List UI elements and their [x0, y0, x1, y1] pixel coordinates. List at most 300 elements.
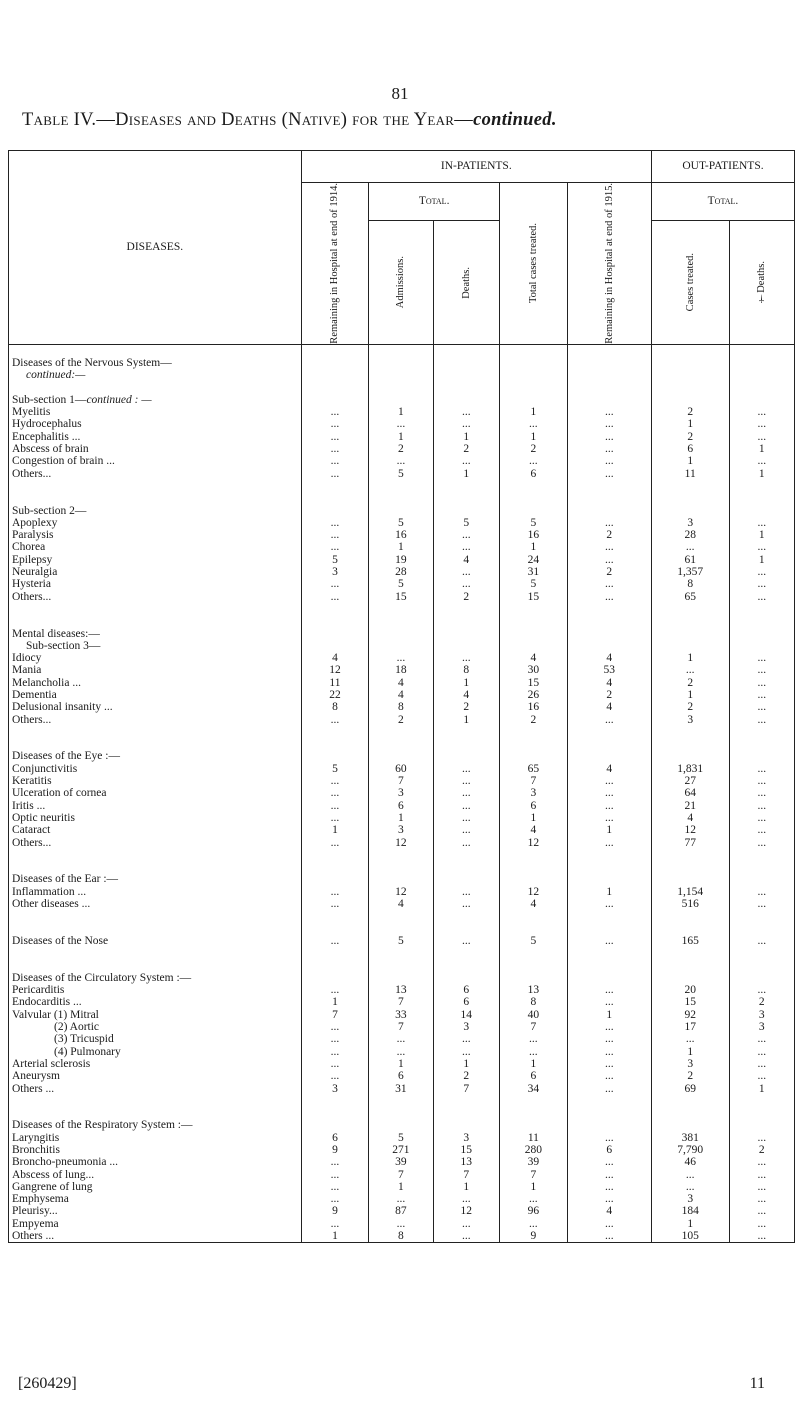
table-row [9, 455, 795, 467]
disease-name: Ulceration of cornea [12, 787, 107, 800]
value-cell [567, 1107, 651, 1119]
value-cell: 184 [651, 1205, 729, 1217]
value-cell: 30 [500, 664, 568, 676]
value-cell: 1 [567, 886, 651, 898]
value-cell [433, 947, 500, 959]
value-cell [729, 357, 794, 369]
value-cell [567, 394, 651, 406]
value-cell: 2 [567, 529, 651, 541]
value-cell: ... [433, 406, 500, 418]
table-row [9, 1193, 795, 1205]
disease-label [9, 923, 302, 935]
disease-label [9, 1132, 302, 1144]
value-cell: 3 [500, 787, 568, 799]
value-cell: 7,790 [651, 1144, 729, 1156]
value-cell: 7 [369, 1169, 433, 1181]
value-cell: 4 [433, 554, 500, 566]
value-cell: ... [567, 837, 651, 849]
disease-label [9, 1119, 302, 1131]
value-cell [729, 861, 794, 873]
disease-label [9, 972, 302, 984]
value-cell: 13 [500, 984, 568, 996]
disease-name: Diseases of the Respiratory System :— [12, 1119, 193, 1132]
disease-name: Abscess of lung... [12, 1168, 95, 1181]
value-cell: 7 [369, 775, 433, 787]
value-cell [729, 1119, 794, 1131]
value-cell: 69 [651, 1083, 729, 1095]
value-cell: ... [729, 431, 794, 443]
value-cell [651, 357, 729, 369]
disease-label [9, 873, 302, 885]
table-row [9, 1058, 795, 1070]
value-cell: 9 [301, 1144, 369, 1156]
value-cell: 16 [500, 701, 568, 713]
disease-label [9, 1095, 302, 1107]
value-cell: ... [500, 455, 568, 467]
value-cell: 3 [301, 1083, 369, 1095]
value-cell: ... [729, 898, 794, 910]
value-cell: ... [433, 787, 500, 799]
value-cell [301, 640, 369, 652]
value-cell: 53 [567, 664, 651, 676]
value-cell: 2 [651, 406, 729, 418]
value-cell [433, 923, 500, 935]
value-cell [301, 480, 369, 492]
value-cell: ... [433, 898, 500, 910]
value-cell: ... [567, 591, 651, 603]
value-cell: 4 [567, 701, 651, 713]
value-cell: 2 [369, 443, 433, 455]
disease-label [9, 1107, 302, 1119]
value-cell [651, 960, 729, 972]
disease-name: Diseases of the Ear :— [12, 873, 119, 886]
value-cell: 39 [369, 1156, 433, 1168]
value-cell: 18 [369, 664, 433, 676]
disease-label [9, 468, 302, 480]
table-row [9, 406, 795, 418]
table-row [9, 701, 795, 713]
value-cell [651, 492, 729, 504]
value-cell: 2 [500, 714, 568, 726]
value-cell: 12 [369, 886, 433, 898]
section-heading-row [9, 369, 795, 381]
value-cell: ... [567, 1169, 651, 1181]
value-cell [369, 750, 433, 762]
value-cell: ... [301, 455, 369, 467]
value-cell: 1 [433, 431, 500, 443]
value-cell [651, 640, 729, 652]
table-row [9, 418, 795, 430]
value-cell: ... [567, 443, 651, 455]
value-cell [651, 947, 729, 959]
table-row [9, 468, 795, 480]
value-cell: 19 [369, 554, 433, 566]
disease-name: Encephalitis ... [12, 430, 81, 443]
value-cell: ... [729, 1070, 794, 1082]
value-cell: ... [301, 935, 369, 947]
value-cell [651, 738, 729, 750]
value-cell: 8 [369, 701, 433, 713]
value-cell: ... [301, 714, 369, 726]
disease-name: continued:— [26, 369, 86, 382]
value-cell [651, 1119, 729, 1131]
disease-label [9, 812, 302, 824]
value-cell [433, 738, 500, 750]
value-cell: ... [433, 529, 500, 541]
value-cell [301, 726, 369, 738]
value-cell: 5 [301, 763, 369, 775]
spacer-row [9, 492, 795, 504]
value-cell: 1,831 [651, 763, 729, 775]
spacer-row [9, 726, 795, 738]
disease-label [9, 738, 302, 750]
value-cell: ... [567, 1058, 651, 1070]
value-cell: ... [500, 1218, 568, 1230]
disease-label [9, 837, 302, 849]
disease-label [9, 996, 302, 1008]
value-cell: ... [567, 1132, 651, 1144]
value-cell [651, 394, 729, 406]
value-cell [729, 1107, 794, 1119]
value-cell: 3 [651, 714, 729, 726]
table-row [9, 443, 795, 455]
table-row [9, 935, 795, 947]
value-cell: ... [301, 529, 369, 541]
disease-table [8, 150, 795, 1243]
spacer-row [9, 382, 795, 394]
value-cell [651, 480, 729, 492]
value-cell [369, 382, 433, 394]
table-row [9, 984, 795, 996]
table-row [9, 517, 795, 529]
value-cell: 13 [433, 1156, 500, 1168]
disease-name: Pericarditis [12, 984, 65, 997]
value-cell: ... [567, 812, 651, 824]
value-cell: ... [729, 787, 794, 799]
title-continued: continued. [473, 110, 557, 130]
value-cell: 5 [369, 578, 433, 590]
disease-name: Bronchitis [12, 1143, 60, 1156]
value-cell: 7 [301, 1009, 369, 1021]
value-cell: 5 [500, 517, 568, 529]
value-cell: 11 [301, 677, 369, 689]
value-cell: ... [433, 935, 500, 947]
value-cell: 4 [500, 898, 568, 910]
disease-label [9, 726, 302, 738]
value-cell [301, 344, 369, 357]
value-cell: ... [729, 455, 794, 467]
value-cell: 5 [301, 554, 369, 566]
value-cell: 6 [369, 1070, 433, 1082]
disease-label [9, 1181, 302, 1193]
value-cell [301, 615, 369, 627]
value-cell: 8 [369, 1230, 433, 1243]
value-cell: ... [567, 554, 651, 566]
value-cell [369, 947, 433, 959]
value-cell: 4 [301, 652, 369, 664]
value-cell [651, 505, 729, 517]
table-row [9, 554, 795, 566]
disease-name: Mental diseases:— [12, 627, 100, 640]
value-cell: 1 [651, 1046, 729, 1058]
value-cell [433, 640, 500, 652]
disease-label [9, 849, 302, 861]
value-cell [301, 382, 369, 394]
value-cell [567, 923, 651, 935]
disease-label [9, 750, 302, 762]
value-cell: ... [369, 455, 433, 467]
value-cell: 1 [500, 1181, 568, 1193]
value-cell [369, 738, 433, 750]
value-cell [500, 1095, 568, 1107]
value-cell [500, 1107, 568, 1119]
value-cell: ... [301, 898, 369, 910]
disease-name: Neuralgia [12, 566, 58, 579]
disease-name: Endocarditis ... [12, 996, 82, 1009]
disease-label [9, 652, 302, 664]
disease-label [9, 886, 302, 898]
value-cell: ... [729, 1058, 794, 1070]
value-cell: ... [301, 1033, 369, 1045]
value-cell: ... [301, 1193, 369, 1205]
value-cell: ... [500, 1033, 568, 1045]
value-cell: 516 [651, 898, 729, 910]
value-cell [369, 861, 433, 873]
disease-name: Myelitis [12, 406, 51, 419]
value-cell [301, 1119, 369, 1131]
disease-name: Gangrene of lung [12, 1180, 93, 1193]
disease-label [9, 677, 302, 689]
disease-label [9, 529, 302, 541]
table-row [9, 1169, 795, 1181]
table-row [9, 775, 795, 787]
disease-label [9, 517, 302, 529]
value-cell: 1 [433, 677, 500, 689]
value-cell: ... [567, 1218, 651, 1230]
value-cell [567, 357, 651, 369]
value-cell: ... [729, 566, 794, 578]
table-row [9, 1144, 795, 1156]
value-cell [651, 923, 729, 935]
disease-name: Diseases of the Nose [12, 934, 109, 947]
value-cell: ... [567, 1021, 651, 1033]
value-cell: 381 [651, 1132, 729, 1144]
value-cell: ... [433, 1033, 500, 1045]
value-cell: 1 [651, 455, 729, 467]
value-cell [500, 923, 568, 935]
disease-name: Pleurisy... [12, 1205, 58, 1218]
value-cell: ... [433, 566, 500, 578]
table-row [9, 1132, 795, 1144]
value-cell [567, 492, 651, 504]
value-cell [729, 344, 794, 357]
value-cell [433, 603, 500, 615]
value-cell: 6 [433, 996, 500, 1008]
value-cell: 21 [651, 800, 729, 812]
disease-label [9, 689, 302, 701]
value-cell [433, 873, 500, 885]
value-cell: 12 [500, 837, 568, 849]
value-cell: 28 [651, 529, 729, 541]
value-cell: 9 [500, 1230, 568, 1243]
value-cell [567, 382, 651, 394]
table-row [9, 1070, 795, 1082]
value-cell: 3 [651, 1193, 729, 1205]
value-cell: ... [729, 1132, 794, 1144]
value-cell: 6 [369, 800, 433, 812]
value-cell [567, 1095, 651, 1107]
value-cell: ... [729, 677, 794, 689]
value-cell [433, 357, 500, 369]
disease-label [9, 960, 302, 972]
table-row [9, 996, 795, 1008]
value-cell [369, 849, 433, 861]
value-cell: ... [301, 517, 369, 529]
value-cell [651, 910, 729, 922]
value-cell: ... [301, 1058, 369, 1070]
value-cell [651, 1095, 729, 1107]
value-cell: ... [301, 800, 369, 812]
spacer-row [9, 910, 795, 922]
value-cell [369, 505, 433, 517]
disease-label [9, 443, 302, 455]
value-cell: ... [301, 787, 369, 799]
disease-name: Laryngitis [12, 1131, 60, 1144]
table-row [9, 1205, 795, 1217]
value-cell [651, 628, 729, 640]
value-cell [369, 960, 433, 972]
total-header: Total. [369, 183, 500, 221]
value-cell: 5 [369, 468, 433, 480]
value-cell: 3 [651, 1058, 729, 1070]
disease-label [9, 1144, 302, 1156]
value-cell [369, 1095, 433, 1107]
value-cell [369, 628, 433, 640]
value-cell: 6 [500, 1070, 568, 1082]
value-cell [567, 750, 651, 762]
disease-label [9, 603, 302, 615]
value-cell: 271 [369, 1144, 433, 1156]
table-row [9, 591, 795, 603]
value-cell [301, 960, 369, 972]
value-cell [433, 1119, 500, 1131]
value-cell: 92 [651, 1009, 729, 1021]
value-cell: 3 [433, 1021, 500, 1033]
value-cell [729, 369, 794, 381]
value-cell: 60 [369, 763, 433, 775]
value-cell: ... [369, 652, 433, 664]
value-cell: 1 [651, 1218, 729, 1230]
value-cell: 11 [651, 468, 729, 480]
value-cell [729, 615, 794, 627]
value-cell: ... [729, 886, 794, 898]
disease-label [9, 431, 302, 443]
value-cell: ... [567, 1046, 651, 1058]
value-cell: 1 [651, 418, 729, 430]
disease-label [9, 455, 302, 467]
value-cell: 31 [369, 1083, 433, 1095]
value-cell [729, 628, 794, 640]
value-cell: 7 [500, 775, 568, 787]
value-cell: ... [433, 800, 500, 812]
value-cell [651, 615, 729, 627]
value-cell: 1 [500, 812, 568, 824]
value-cell [433, 480, 500, 492]
disease-name: (3) Tricuspid [54, 1033, 114, 1046]
table-row [9, 652, 795, 664]
value-cell [500, 603, 568, 615]
value-cell: 26 [500, 689, 568, 701]
value-cell: 1 [651, 689, 729, 701]
disease-label [9, 578, 302, 590]
spacer-row [9, 344, 795, 357]
disease-label [9, 615, 302, 627]
value-cell [729, 492, 794, 504]
value-cell: 2 [651, 701, 729, 713]
value-cell: ... [567, 898, 651, 910]
disease-name: Empyema [12, 1217, 59, 1230]
value-cell: ... [301, 837, 369, 849]
value-cell: ... [433, 886, 500, 898]
value-cell: 15 [369, 591, 433, 603]
section-heading-row [9, 1119, 795, 1131]
value-cell [500, 738, 568, 750]
value-cell [729, 480, 794, 492]
value-cell: ... [301, 984, 369, 996]
disease-label [9, 505, 302, 517]
value-cell: ... [729, 517, 794, 529]
value-cell: 1,154 [651, 886, 729, 898]
disease-name: Cataract [12, 824, 51, 837]
value-cell: 1 [369, 812, 433, 824]
value-cell: 27 [651, 775, 729, 787]
value-cell: 7 [500, 1021, 568, 1033]
value-cell: ... [729, 701, 794, 713]
out-total-header: Total. [651, 183, 794, 221]
value-cell: ... [567, 787, 651, 799]
spacer-row [9, 960, 795, 972]
value-cell: ... [567, 1083, 651, 1095]
value-cell [567, 873, 651, 885]
value-cell: 12 [433, 1205, 500, 1217]
value-cell: ... [301, 406, 369, 418]
value-cell [729, 923, 794, 935]
table-row [9, 824, 795, 836]
value-cell [433, 972, 500, 984]
disease-label [9, 406, 302, 418]
value-cell: ... [433, 1046, 500, 1058]
value-cell: ... [301, 886, 369, 898]
value-cell: ... [433, 1230, 500, 1243]
disease-label [9, 763, 302, 775]
value-cell [301, 750, 369, 762]
table-row [9, 431, 795, 443]
value-cell [500, 947, 568, 959]
value-cell: ... [301, 591, 369, 603]
value-cell: ... [567, 541, 651, 553]
value-cell: ... [729, 935, 794, 947]
disease-label [9, 1009, 302, 1021]
value-cell [500, 861, 568, 873]
value-cell [651, 369, 729, 381]
value-cell: ... [729, 1046, 794, 1058]
value-cell: 2 [651, 677, 729, 689]
disease-label [9, 664, 302, 676]
value-cell [369, 1119, 433, 1131]
disease-label [9, 1230, 302, 1243]
value-cell: ... [567, 406, 651, 418]
value-cell: 5 [500, 935, 568, 947]
